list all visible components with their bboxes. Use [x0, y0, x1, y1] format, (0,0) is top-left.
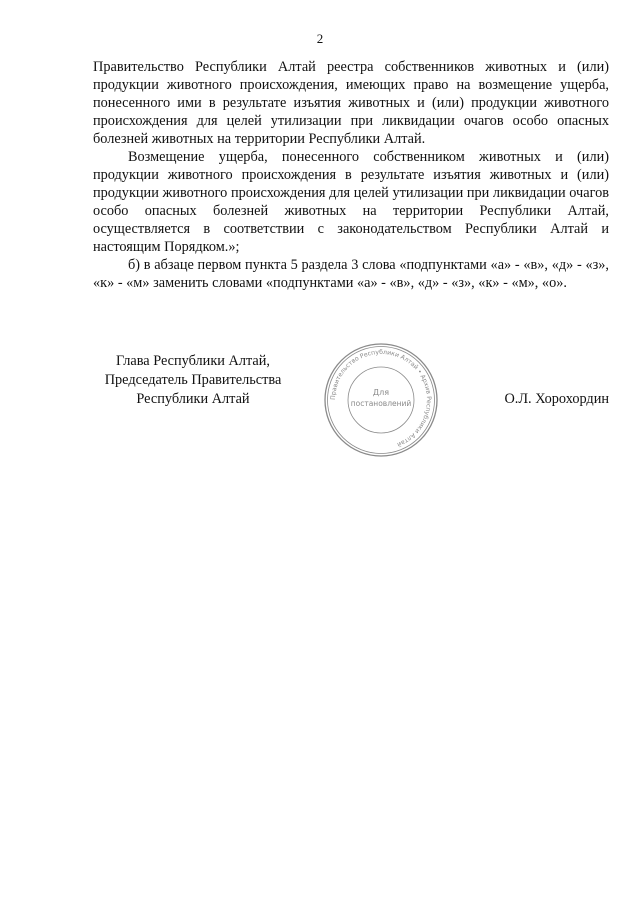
paragraph-2: Возмещение ущерба, понесенного собственником животных и (или) продукции животного происхождения в результате изъятия животных и (или) продукции животного происхождения для целей утилизации при ликвидации очагов особо опасных болезней животных на территории Республики Алтай, осуществляется в соответствии с законодательством Республики Алтай и настоящим Порядком.»; — [93, 149, 609, 255]
signature-title-line-1: Глава Республики Алтай, — [116, 353, 270, 369]
document-body — [93, 58, 609, 292]
signer-name: О.Л. Хорохордин — [504, 391, 609, 407]
seal-inner-line-2: постановлений — [350, 399, 412, 408]
signature-title-block — [93, 352, 293, 409]
signature-title-line-2: Председатель Правительства — [104, 372, 282, 388]
official-seal — [321, 340, 441, 460]
seal-inner-line-1: Для — [372, 388, 390, 397]
paragraph-1: Правительство Республики Алтай реестра собственников животных и (или) продукции животного происхождения, имеющих право на возмещение ущерба, понесенного ими в результате изъятия животных и (или) продукции животного происхождения для целей утилизации при ликвидации очагов особо опасных болезней животных на территории Республики Алтай. — [93, 59, 609, 147]
paragraph-3: б) в абзаце первом пункта 5 раздела 3 слова «подпунктами «а» - «в», «д» - «з», «к» - «м» заменить словами «подпунктами «а» - «в», «д» - «з», «к» - «м», «о». — [93, 257, 609, 291]
seal-outer-text: Правительство Республики Алтай • Архив Республики Алтай — [329, 348, 433, 448]
signature-title-line-3: Республики Алтай — [136, 391, 250, 407]
page-number: 2 — [316, 31, 324, 46]
